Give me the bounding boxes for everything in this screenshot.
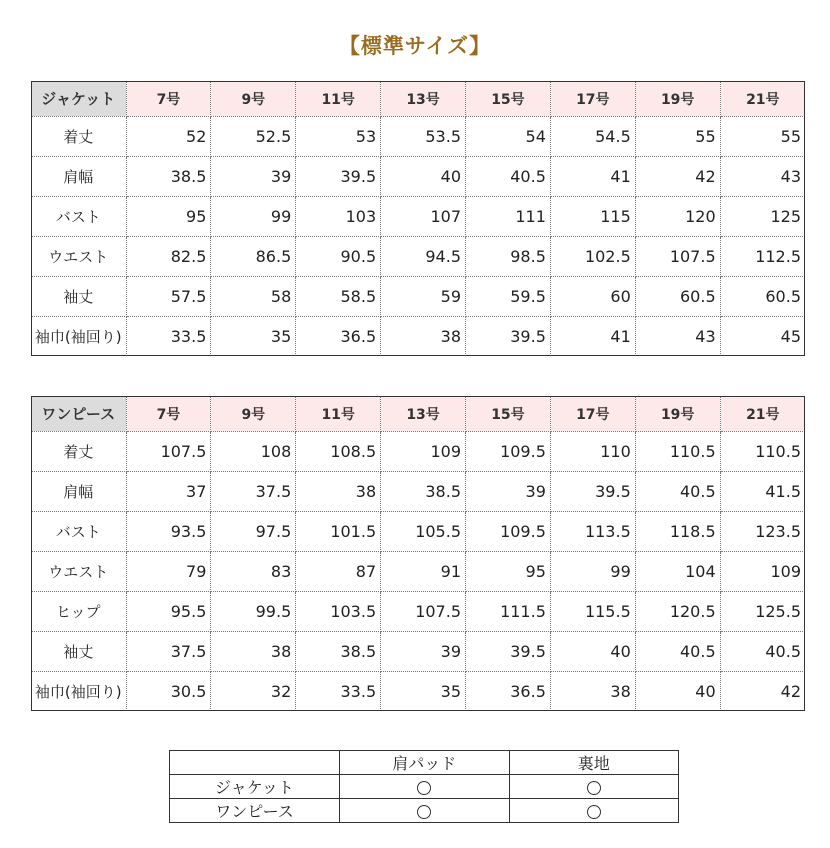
measurement-row xyxy=(31,512,805,552)
measurement-value: 105.5 xyxy=(381,512,466,552)
measurement-value: 39.5 xyxy=(466,632,551,672)
measurement-value: 83 xyxy=(211,552,296,592)
measurement-value: 110.5 xyxy=(635,432,720,472)
features-row-label: ワンピース xyxy=(170,799,340,823)
measurement-value: 38 xyxy=(211,632,296,672)
measurement-value: 40.5 xyxy=(635,472,720,512)
lining-mark xyxy=(509,775,679,799)
measurement-label: 肩幅 xyxy=(31,157,126,197)
measurement-value: 38.5 xyxy=(296,632,381,672)
table-corner-label: ワンピース xyxy=(31,396,126,432)
size-header-cell: 21号 xyxy=(720,81,805,117)
measurement-value: 109 xyxy=(381,432,466,472)
measurement-value: 109.5 xyxy=(466,512,551,552)
measurement-value: 112.5 xyxy=(720,237,805,277)
measurement-value: 125 xyxy=(720,197,805,237)
measurement-value: 60.5 xyxy=(635,277,720,317)
measurement-value: 54.5 xyxy=(550,117,635,157)
measurement-value: 95 xyxy=(466,552,551,592)
measurement-value: 90.5 xyxy=(296,237,381,277)
measurement-value: 95 xyxy=(126,197,211,237)
measurement-value: 39 xyxy=(466,472,551,512)
measurement-value: 39.5 xyxy=(550,472,635,512)
measurement-value: 52 xyxy=(126,117,211,157)
measurement-value: 45 xyxy=(780,327,801,346)
measurement-value: 99.5 xyxy=(211,592,296,632)
dress-size-table xyxy=(31,396,805,711)
measurement-row xyxy=(31,552,805,592)
size-header-cell: 15号 xyxy=(466,81,551,117)
measurement-value: 109 xyxy=(720,552,805,592)
measurement-label: バスト xyxy=(31,512,126,552)
size-header-cell: 7号 xyxy=(126,396,211,432)
measurement-value: 115 xyxy=(550,197,635,237)
measurement-label: ウエスト xyxy=(31,552,126,592)
measurement-value: 39 xyxy=(211,157,296,197)
measurement-value: 93.5 xyxy=(126,512,211,552)
measurement-label: 袖丈 xyxy=(31,277,126,317)
measurement-row xyxy=(31,672,805,712)
measurement-value: 42 xyxy=(780,682,801,701)
measurement-value: 103.5 xyxy=(296,592,381,632)
measurement-value: 58.5 xyxy=(296,277,381,317)
size-header-cell: 7号 xyxy=(126,81,211,117)
measurement-value: 43 xyxy=(635,317,720,357)
measurement-value: 57.5 xyxy=(126,277,211,317)
measurement-value: 53.5 xyxy=(381,117,466,157)
measurement-value: 115.5 xyxy=(550,592,635,632)
measurement-value: 52.5 xyxy=(211,117,296,157)
measurement-row xyxy=(31,317,805,357)
measurement-value: 103 xyxy=(296,197,381,237)
measurement-value: 60.5 xyxy=(720,277,805,317)
measurement-row xyxy=(31,592,805,632)
features-row-jacket xyxy=(170,775,679,799)
measurement-value: 91 xyxy=(381,552,466,592)
measurement-value: 39 xyxy=(381,632,466,672)
measurement-value: 35 xyxy=(211,317,296,357)
size-header-cell: 9号 xyxy=(211,81,296,117)
measurement-value: 107 xyxy=(381,197,466,237)
measurement-row xyxy=(31,432,805,472)
measurement-value: 38 xyxy=(550,672,635,712)
measurement-value: 41 xyxy=(550,317,635,357)
features-row-dress xyxy=(170,799,679,823)
measurement-value: 111.5 xyxy=(466,592,551,632)
measurement-label: 袖丈 xyxy=(31,632,126,672)
measurement-value: 118.5 xyxy=(635,512,720,552)
measurement-value: 39.5 xyxy=(466,317,551,357)
measurement-value: 107.5 xyxy=(635,237,720,277)
measurement-value: 54 xyxy=(466,117,551,157)
measurement-value: 39.5 xyxy=(296,157,381,197)
measurement-value: 38 xyxy=(381,317,466,357)
measurement-value: 59.5 xyxy=(466,277,551,317)
measurement-value: 40.5 xyxy=(635,632,720,672)
size-header-row xyxy=(31,81,805,117)
jacket-size-table xyxy=(31,81,805,356)
measurement-value: 79 xyxy=(126,552,211,592)
measurement-value: 36.5 xyxy=(466,672,551,712)
features-table xyxy=(169,750,679,823)
measurement-label: 袖巾(袖回り) xyxy=(31,672,126,712)
size-header-cell: 17号 xyxy=(550,396,635,432)
measurement-value: 37.5 xyxy=(211,472,296,512)
measurement-value: 94.5 xyxy=(381,237,466,277)
measurement-value: 102.5 xyxy=(550,237,635,277)
circle-mark-icon xyxy=(417,781,431,795)
measurement-value: 38.5 xyxy=(126,157,211,197)
measurement-row xyxy=(31,197,805,237)
measurement-row xyxy=(31,237,805,277)
measurement-value: 120 xyxy=(635,197,720,237)
measurement-value: 40.5 xyxy=(466,157,551,197)
measurement-label: 肩幅 xyxy=(31,472,126,512)
measurement-value: 107.5 xyxy=(126,432,211,472)
size-header-cell: 13号 xyxy=(381,396,466,432)
size-header-cell: 15号 xyxy=(466,396,551,432)
lining-mark xyxy=(509,799,679,823)
measurement-value: 41 xyxy=(550,157,635,197)
size-header-cell: 21号 xyxy=(720,396,805,432)
measurement-value: 101.5 xyxy=(296,512,381,552)
measurement-value: 60 xyxy=(550,277,635,317)
circle-mark-icon xyxy=(417,805,431,819)
table-corner-label: ジャケット xyxy=(31,81,126,117)
measurement-value: 99 xyxy=(550,552,635,592)
measurement-value: 59 xyxy=(381,277,466,317)
measurement-value: 110 xyxy=(550,432,635,472)
measurement-value: 109.5 xyxy=(466,432,551,472)
measurement-label: ヒップ xyxy=(31,592,126,632)
measurement-row xyxy=(31,632,805,672)
measurement-row xyxy=(31,117,805,157)
measurement-value: 58 xyxy=(211,277,296,317)
features-header-row xyxy=(170,751,679,775)
size-header-row xyxy=(31,396,805,432)
measurement-label: 着丈 xyxy=(31,117,126,157)
measurement-value: 40 xyxy=(635,672,720,712)
measurement-value: 42 xyxy=(635,157,720,197)
measurement-row xyxy=(31,472,805,512)
features-row-label: ジャケット xyxy=(170,775,340,799)
measurement-value: 125.5 xyxy=(720,592,805,632)
page-title: 【標準サイズ】 xyxy=(338,34,492,58)
circle-mark-icon xyxy=(587,805,601,819)
measurement-value: 32 xyxy=(211,672,296,712)
measurement-value: 110.5 xyxy=(720,432,805,472)
size-header-cell: 17号 xyxy=(550,81,635,117)
measurement-label: 着丈 xyxy=(31,432,126,472)
measurement-value: 120.5 xyxy=(635,592,720,632)
measurement-value: 107.5 xyxy=(381,592,466,632)
size-header-cell: 9号 xyxy=(211,396,296,432)
measurement-value: 40 xyxy=(381,157,466,197)
features-header-blank xyxy=(170,751,340,775)
measurement-value: 123.5 xyxy=(720,512,805,552)
measurement-value: 53 xyxy=(296,117,381,157)
measurement-value: 82.5 xyxy=(126,237,211,277)
measurement-value: 86.5 xyxy=(211,237,296,277)
measurement-value: 55 xyxy=(635,117,720,157)
measurement-value: 87 xyxy=(296,552,381,592)
measurement-value: 113.5 xyxy=(550,512,635,552)
features-header-shoulder-pad: 肩パッド xyxy=(340,751,510,775)
size-header-cell: 13号 xyxy=(381,81,466,117)
measurement-value: 108 xyxy=(211,432,296,472)
circle-mark-icon xyxy=(587,781,601,795)
measurement-label: ウエスト xyxy=(31,237,126,277)
measurement-value: 38.5 xyxy=(381,472,466,512)
measurement-value: 111 xyxy=(466,197,551,237)
size-header-cell: 19号 xyxy=(635,396,720,432)
measurement-label: バスト xyxy=(31,197,126,237)
measurement-value: 36.5 xyxy=(296,317,381,357)
measurement-value: 97.5 xyxy=(211,512,296,552)
measurement-value: 99 xyxy=(211,197,296,237)
measurement-value: 37 xyxy=(126,472,211,512)
measurement-label: 袖巾(袖回り) xyxy=(31,317,126,357)
measurement-value: 30.5 xyxy=(126,672,211,712)
measurement-value: 35 xyxy=(381,672,466,712)
measurement-value: 38 xyxy=(296,472,381,512)
measurement-value: 40.5 xyxy=(720,632,805,672)
measurement-value: 41.5 xyxy=(720,472,805,512)
measurement-value: 37.5 xyxy=(126,632,211,672)
size-header-cell: 19号 xyxy=(635,81,720,117)
measurement-value: 108.5 xyxy=(296,432,381,472)
measurement-value: 55 xyxy=(720,117,805,157)
measurement-value: 43 xyxy=(720,157,805,197)
measurement-row xyxy=(31,277,805,317)
size-header-cell: 11号 xyxy=(296,81,381,117)
measurement-value: 95.5 xyxy=(126,592,211,632)
shoulder-pad-mark xyxy=(340,775,510,799)
measurement-row xyxy=(31,157,805,197)
measurement-value: 104 xyxy=(635,552,720,592)
measurement-value: 33.5 xyxy=(126,317,211,357)
measurement-value: 40 xyxy=(550,632,635,672)
features-header-lining: 裏地 xyxy=(509,751,679,775)
measurement-value: 98.5 xyxy=(466,237,551,277)
size-header-cell: 11号 xyxy=(296,396,381,432)
measurement-value: 33.5 xyxy=(296,672,381,712)
shoulder-pad-mark xyxy=(340,799,510,823)
